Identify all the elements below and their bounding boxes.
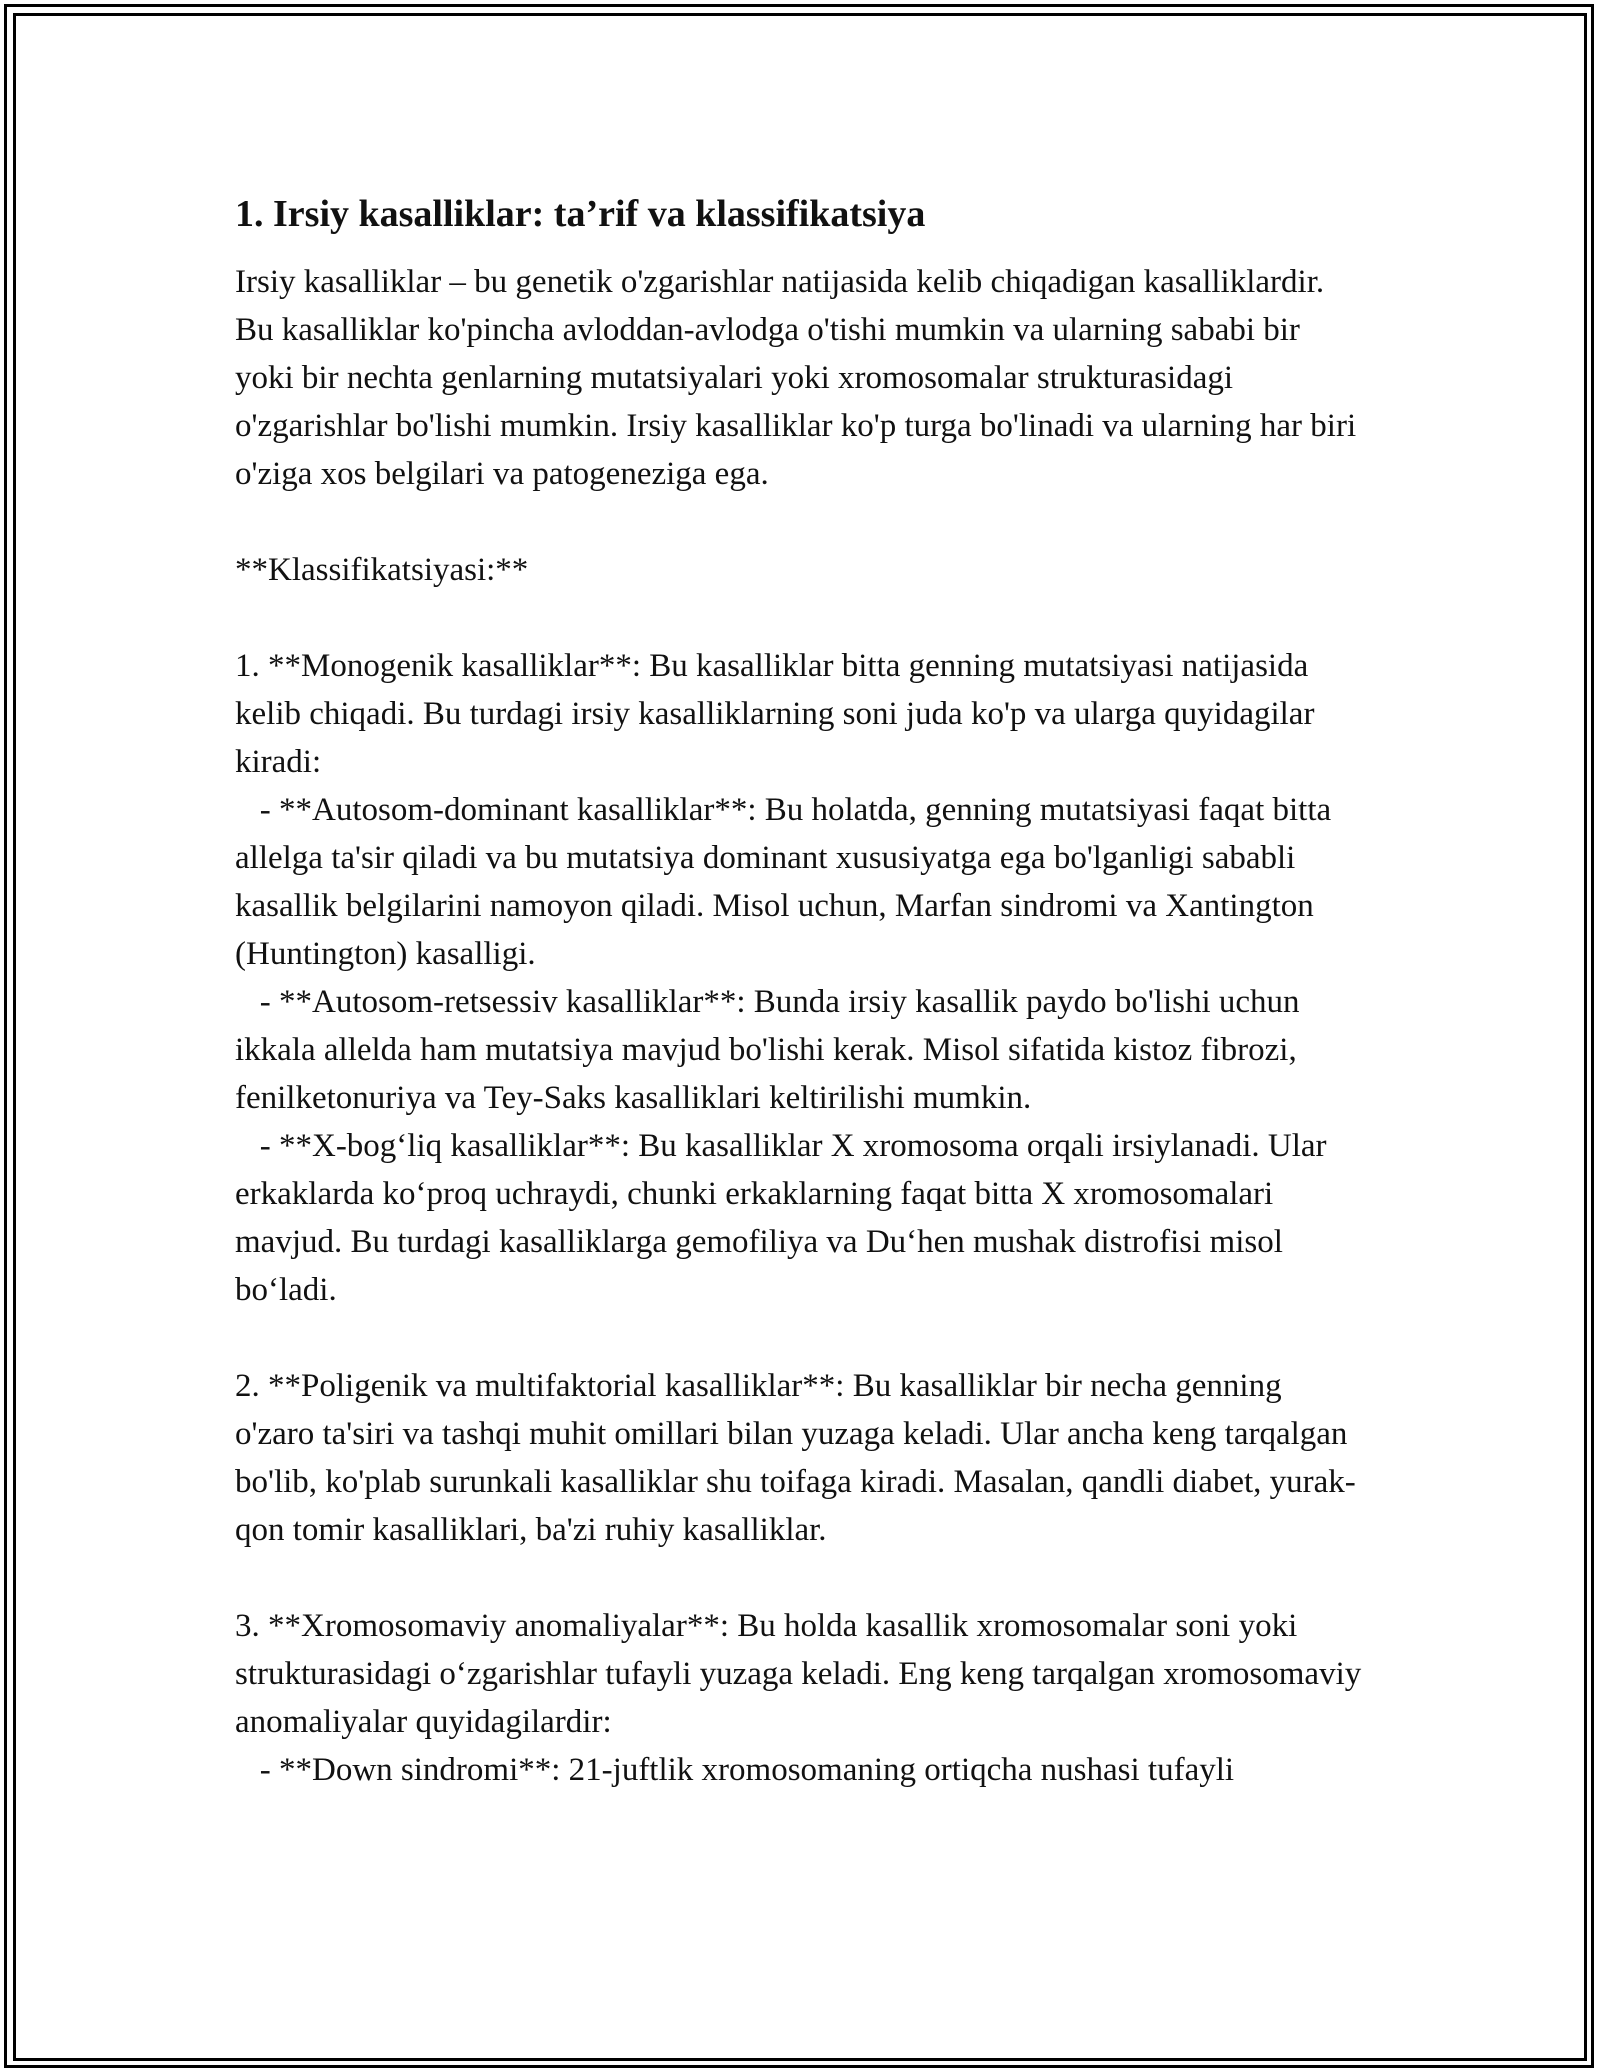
section-heading: 1. Irsiy kasalliklar: ta’rif va klassifikatsiya (235, 193, 926, 235)
body-text: Irsiy kasalliklar – bu genetik o'zgarishlar natijasida kelib chiqadigan kasalliklardir. Bu kasalliklar ko'pincha avloddan-avlodga o'tishi mumkin va ularning sababi bir yoki bir nechta genlarning mutatsiyalari yoki xromosomalar strukturasidagi o'zgarishlar bo'lishi mumkin. Irsiy kasalliklar ko'p turga bo'linadi va ularning har biri o'ziga xos belgilari va patogeneziga ega. **Klassifikatsiyasi:** 1. **Monogenik kasalliklar**: Bu kasalliklar bitta genning mutatsiyasi natijasida kelib chiqadi. Bu turdagi irsiy kasalliklarning soni juda ko'p va ularga quyidagilar kiradi: - **Autosom-dominant kasalliklar**: Bu holatda, genning mutatsiyasi faqat bitta allelga ta'sir qiladi va bu mutatsiya dominant xususiyatga ega bo'lganligi sababli kasallik belgilarini namoyon qiladi. Misol uchun, Marfan sindromi va Xantington (Huntington) kasalligi. - **Autosom-retsessiv kasalliklar**: Bunda irsiy kasallik paydo bo'lishi uchun ikkala allelda ham mutatsiya mavjud bo'lishi kerak. Misol sifatida kistoz fibrozi, fenilketonuriya va Tey-Saks kasalliklari keltirilishi mumkin. - **X-bog‘liq kasalliklar**: Bu kasalliklar X xromosoma orqali irsiylanadi. Ular erkaklarda ko‘proq uchraydi, chunki erkaklarning faqat bitta X xromosomalari mavjud. Bu turdagi kasalliklarga gemofiliya va Du‘hen mushak distrofisi misol bo‘ladi. 2. **Poligenik va multifaktorial kasalliklar**: Bu kasalliklar bir necha genning o'zaro ta'siri va tashqi muhit omillari bilan yuzaga keladi. Ular ancha keng tarqalgan bo'lib, ko'plab surunkali kasalliklar shu toifaga kiradi. Masalan, qandli diabet, yurak-qon tomir kasalliklari, ba'zi ruhiy kasalliklar. 3. **Xromosomaviy anomaliyalar**: Bu holda kasallik xromosomalar soni yoki strukturasidagi o‘zgarishlar tufayli yuzaga keladi. Eng keng tarqalgan xromosomaviy anomaliyalar quyidagilardir: - **Down sindromi**: 21-juftlik xromosomaning ortiqcha nushasi tufayli (235, 264, 1362, 1788)
document-content (235, 190, 1365, 1794)
